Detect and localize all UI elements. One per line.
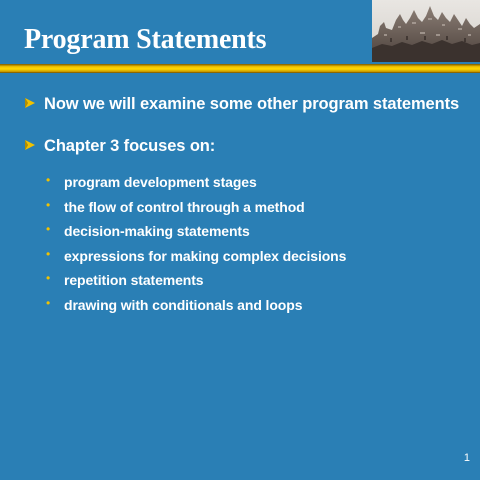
dot-bullet-icon: • [46, 173, 51, 187]
slide-title: Program Statements [24, 24, 267, 55]
bullet-text: Now we will examine some other program statements [44, 95, 460, 113]
sub-bullet-item [46, 272, 346, 297]
page-number: 1 [463, 452, 470, 464]
bullet-text: Chapter 3 focuses on: [44, 137, 216, 155]
dot-bullet-icon: • [46, 222, 51, 237]
sub-bullet-text: expressions for making complex decisions [64, 247, 347, 264]
sub-bullet-text: program development stages [64, 174, 257, 190]
arrow-bullet-icon [24, 139, 36, 151]
sub-bullet-item [46, 174, 346, 199]
sub-bullet-item [46, 248, 346, 273]
sub-bullet-item [46, 223, 346, 248]
sub-bullet-text: the flow of control through a method [64, 198, 305, 215]
arrow-bullet-icon [24, 97, 36, 109]
title-underline-bar [0, 64, 480, 73]
dot-bullet-icon: • [46, 271, 51, 286]
sub-bullet-text: drawing with conditionals and loops [64, 296, 303, 313]
sub-bullet-text: repetition statements [64, 272, 204, 289]
sub-bullet-item [46, 199, 346, 224]
bullet-item-2 [24, 137, 215, 156]
dot-bullet-icon: • [46, 295, 51, 310]
temple-photo-graphic [372, 0, 480, 62]
sub-bullet-item [46, 297, 346, 322]
sub-bullet-list [46, 174, 346, 322]
bullet-item-1 [24, 95, 459, 114]
sub-bullet-text: decision-making statements [64, 223, 250, 240]
dot-bullet-icon: • [46, 246, 51, 261]
temple-photo [372, 0, 480, 62]
dot-bullet-icon: • [46, 197, 51, 212]
